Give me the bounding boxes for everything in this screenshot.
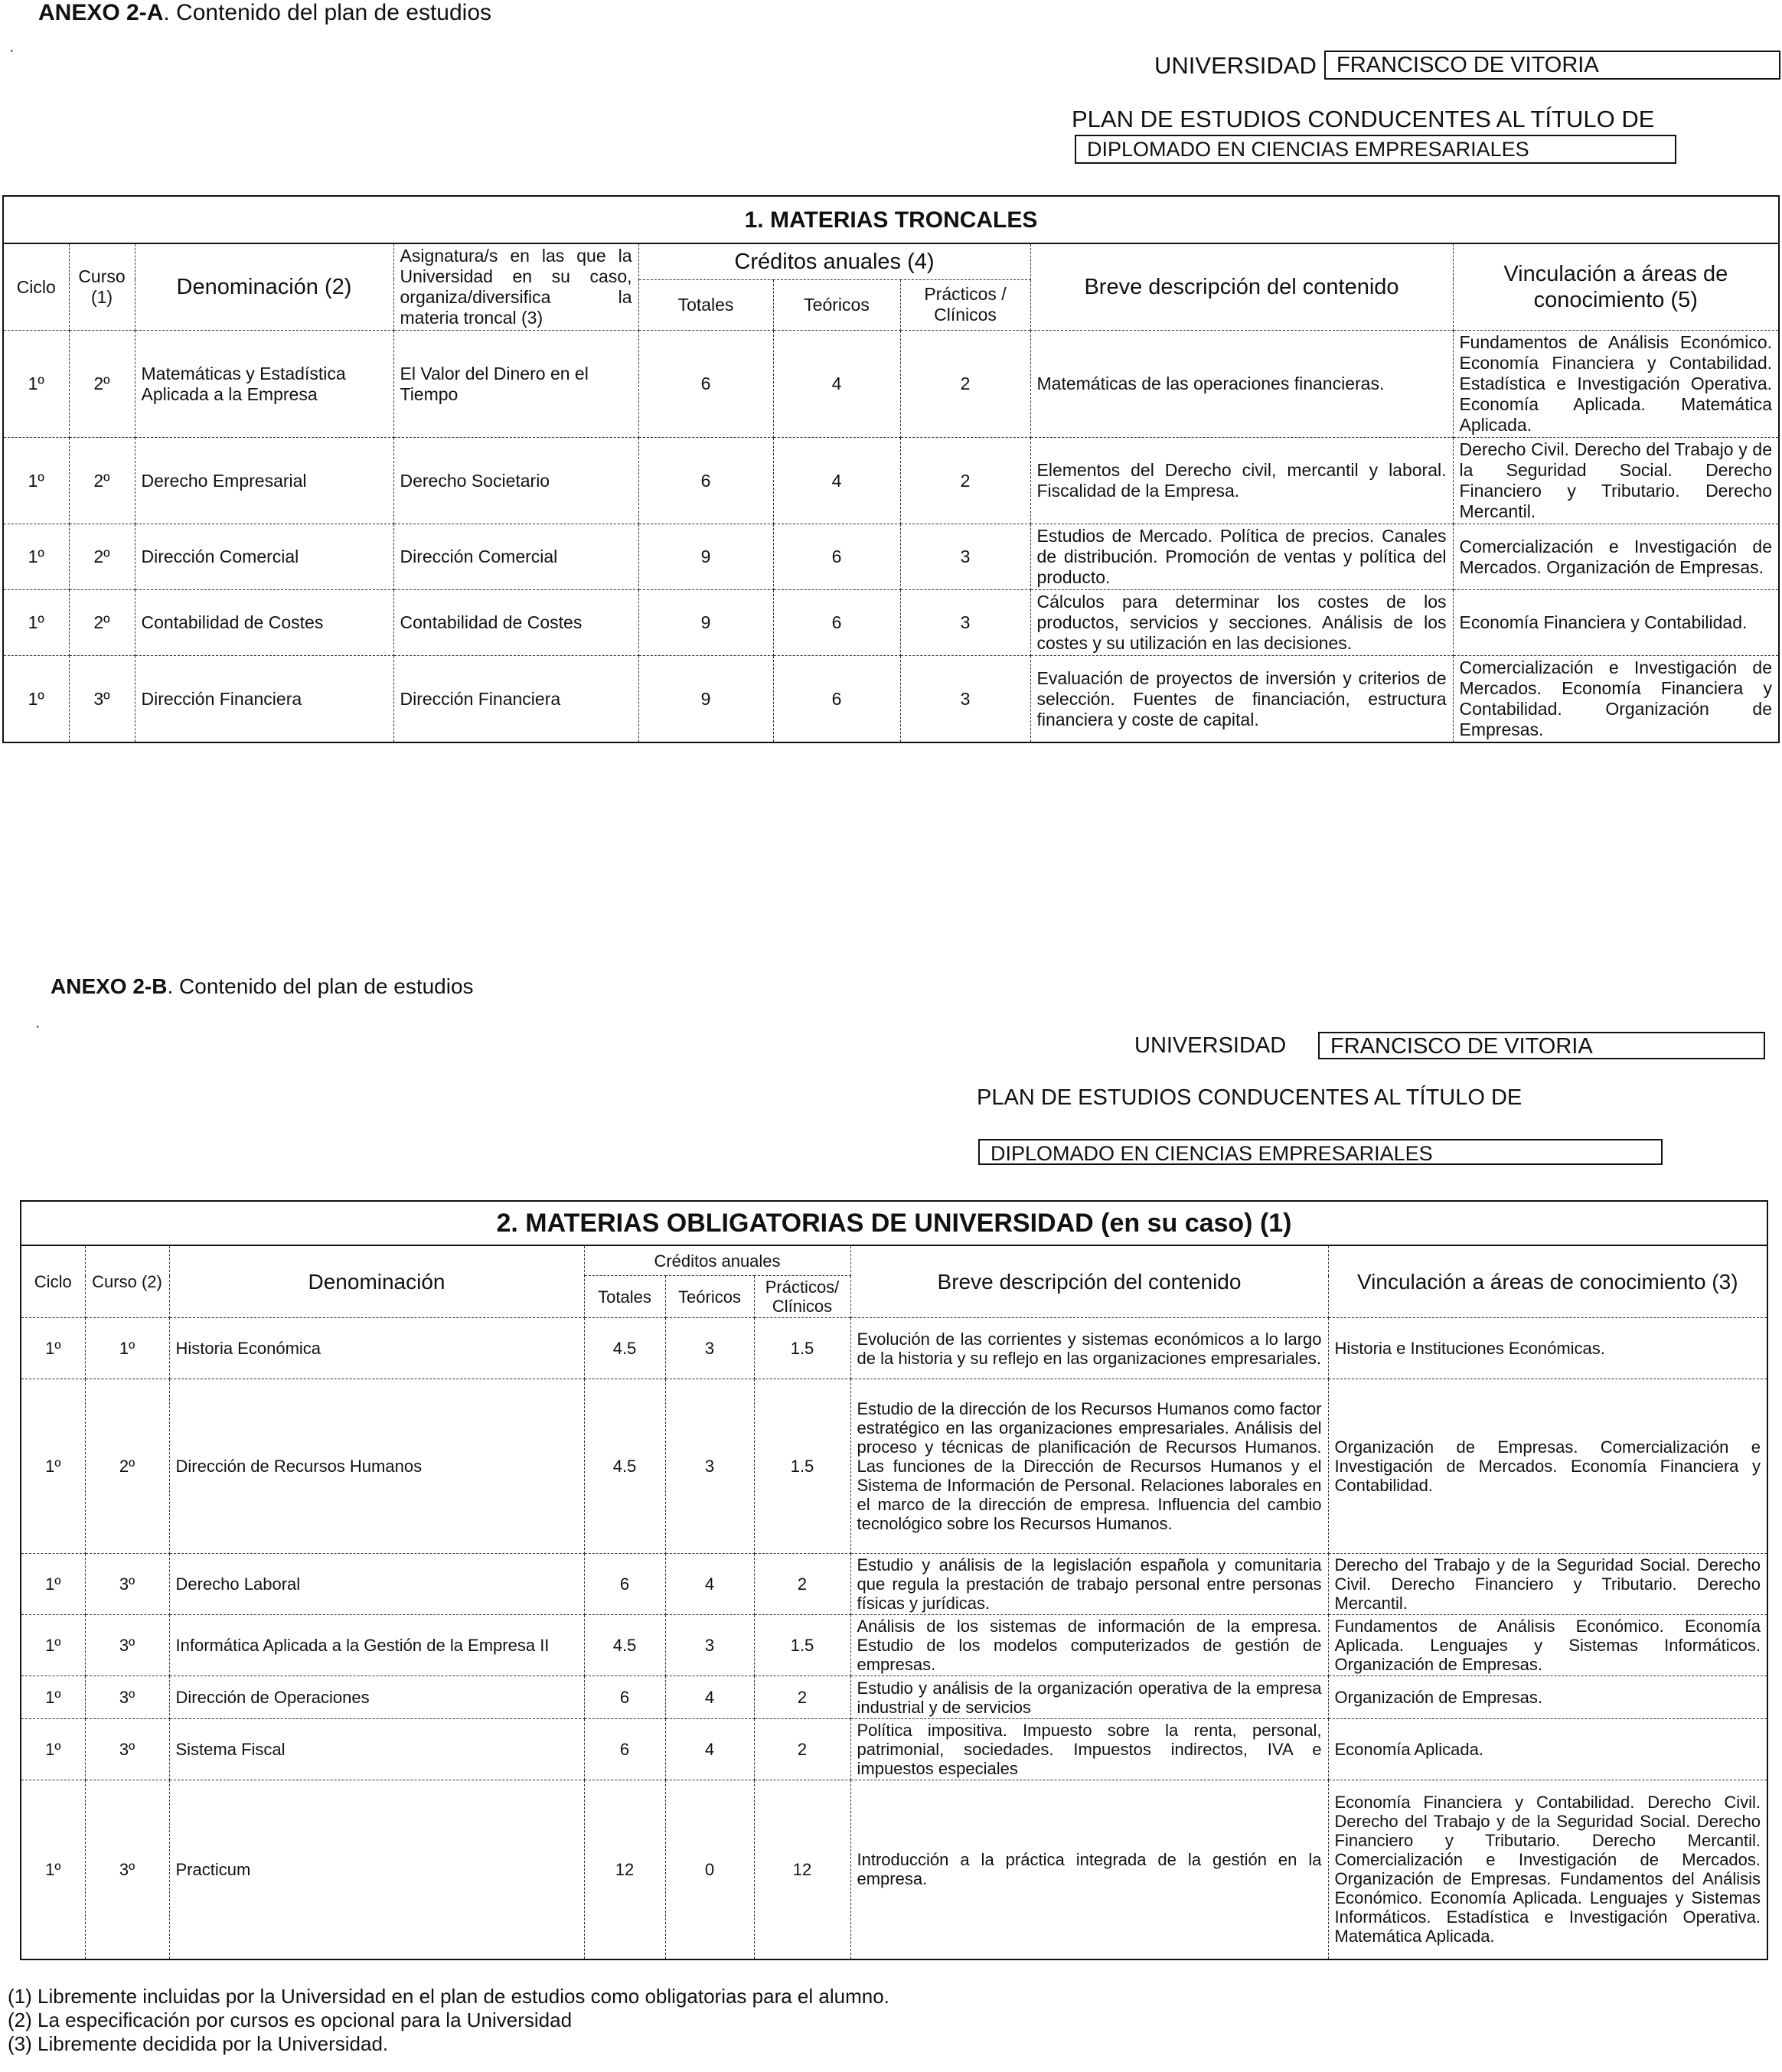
cell-teoricos: 6 xyxy=(773,524,900,590)
cell-asignatura: Dirección Financiera xyxy=(393,656,638,743)
cell-practicos: 1.5 xyxy=(754,1318,850,1379)
cell-curso: 2º xyxy=(69,590,135,656)
section-row-b xyxy=(21,1201,1767,1245)
header-practicos: Prácticos / Clínicos xyxy=(900,279,1030,330)
cell-totales: 6 xyxy=(638,331,773,438)
table-row xyxy=(21,1554,1767,1615)
cell-practicos: 3 xyxy=(900,656,1030,743)
cell-descripcion: Estudio y análisis de la legislación española y comunitaria que regula la prestación de trabajo personal entre personas físicas y jurídicas. xyxy=(850,1554,1328,1615)
cell-curso: 2º xyxy=(69,331,135,438)
table-row xyxy=(21,1780,1767,1959)
cell-ciclo: 1º xyxy=(21,1780,85,1959)
cell-totales: 6 xyxy=(638,438,773,524)
cell-vinculacion: Derecho Civil. Derecho del Trabajo y de la Seguridad Social. Derecho Financiero y Tributario. Derecho Mercantil. xyxy=(1453,438,1779,524)
footnote-1: (1) Libremente incluidas por la Universidad en el plan de estudios como obligatorias para el alumno. xyxy=(8,1985,889,2008)
footnote-3: (3) Libremente decidida por la Universidad. xyxy=(8,2032,389,2055)
section-row xyxy=(3,196,1779,243)
cell-teoricos: 3 xyxy=(665,1379,754,1554)
cell-asignatura: Dirección Comercial xyxy=(393,524,638,590)
cell-descripcion: Política impositiva. Impuesto sobre la renta, personal, patrimonial, sociedades. Impuestos indirectos, IVA e impuestos especiales xyxy=(850,1719,1328,1780)
university-label-b: UNIVERSIDAD xyxy=(1134,1033,1287,1058)
cell-practicos: 1.5 xyxy=(754,1615,850,1676)
cell-curso: 3º xyxy=(69,656,135,743)
header-teoricos-b: Teóricos xyxy=(665,1276,754,1318)
cell-descripcion: Matemáticas de las operaciones financieras. xyxy=(1030,331,1453,438)
cell-denominacion: Derecho Laboral xyxy=(169,1554,584,1615)
cell-totales: 12 xyxy=(584,1780,665,1959)
cell-teoricos: 4 xyxy=(773,331,900,438)
cell-ciclo: 1º xyxy=(3,331,69,438)
cell-practicos: 3 xyxy=(900,524,1030,590)
cell-curso: 3º xyxy=(85,1554,169,1615)
cell-vinculacion: Fundamentos de Análisis Económico. Economía Financiera y Contabilidad. Estadística e Investigación Operativa. Economía Aplicada. Matemática Aplicada. xyxy=(1453,331,1779,438)
table-row xyxy=(3,524,1779,590)
header-descripcion: Breve descripción del contenido xyxy=(1030,243,1453,331)
cell-descripcion: Estudios de Mercado. Política de precios. Canales de distribución. Promoción de ventas y política del producto. xyxy=(1030,524,1453,590)
cell-totales: 4.5 xyxy=(584,1379,665,1554)
mark: · xyxy=(35,1018,41,1035)
cell-teoricos: 4 xyxy=(665,1554,754,1615)
cell-descripcion: Evolución de las corrientes y sistemas económicos a lo largo de la historia y su reflejo en las organizaciones empresariales. xyxy=(850,1318,1328,1379)
cell-ciclo: 1º xyxy=(21,1379,85,1554)
table-row xyxy=(3,438,1779,524)
table-row xyxy=(21,1719,1767,1780)
mark: · xyxy=(9,42,15,59)
cell-curso: 3º xyxy=(85,1676,169,1719)
table-row xyxy=(21,1615,1767,1676)
cell-denominacion: Historia Económica xyxy=(169,1318,584,1379)
cell-curso: 3º xyxy=(85,1780,169,1959)
cell-denominacion: Dirección de Recursos Humanos xyxy=(169,1379,584,1554)
header-ciclo-b: Ciclo xyxy=(21,1245,85,1318)
header-vinculacion: Vinculación a áreas de conocimiento (5) xyxy=(1453,243,1779,331)
cell-totales: 4.5 xyxy=(584,1318,665,1379)
footnote-2: (2) La especificación por cursos es opcional para la Universidad xyxy=(8,2008,573,2031)
annex-b-title: ANEXO 2-B. Contenido del plan de estudios xyxy=(51,974,474,998)
cell-curso: 3º xyxy=(85,1615,169,1676)
cell-totales: 6 xyxy=(584,1719,665,1780)
cell-teoricos: 4 xyxy=(773,438,900,524)
table-row xyxy=(3,331,1779,438)
table-row xyxy=(21,1379,1767,1554)
cell-teoricos: 3 xyxy=(665,1318,754,1379)
table-row xyxy=(3,590,1779,656)
header-practicos-b: Prácticos/ Clínicos xyxy=(754,1276,850,1318)
cell-teoricos: 6 xyxy=(773,590,900,656)
cell-descripcion: Elementos del Derecho civil, mercantil y laboral. Fiscalidad de la Empresa. xyxy=(1030,438,1453,524)
cell-denominacion: Dirección de Operaciones xyxy=(169,1676,584,1719)
header-row-b xyxy=(21,1245,1767,1276)
cell-vinculacion: Derecho del Trabajo y de la Seguridad Social. Derecho Civil. Derecho Financiero y Tributario. Derecho Mercantil. xyxy=(1328,1554,1767,1615)
cell-vinculacion: Organización de Empresas. Comercialización e Investigación de Mercados. Economía Financiera y Contabilidad. xyxy=(1328,1379,1767,1554)
obligatorias-table xyxy=(20,1200,1768,1960)
section-title-b: 2. MATERIAS OBLIGATORIAS DE UNIVERSIDAD (en su caso) (1) xyxy=(21,1201,1767,1245)
troncales-body xyxy=(3,331,1779,743)
cell-curso: 3º xyxy=(85,1719,169,1780)
cell-teoricos: 4 xyxy=(665,1719,754,1780)
cell-ciclo: 1º xyxy=(21,1554,85,1615)
cell-asignatura: El Valor del Dinero en el Tiempo xyxy=(393,331,638,438)
cell-totales: 9 xyxy=(638,524,773,590)
degree-field: DIPLOMADO EN CIENCIAS EMPRESARIALES xyxy=(1075,135,1676,164)
table-row xyxy=(3,656,1779,743)
header-vinculacion-b: Vinculación a áreas de conocimiento (3) xyxy=(1328,1245,1767,1318)
cell-descripcion: Evaluación de proyectos de inversión y criterios de selección. Fuentes de financiación, estructura financiera y coste de capital. xyxy=(1030,656,1453,743)
cell-curso: 2º xyxy=(69,438,135,524)
table-row xyxy=(21,1318,1767,1379)
cell-ciclo: 1º xyxy=(21,1676,85,1719)
cell-denominacion: Dirección Financiera xyxy=(135,656,393,743)
cell-denominacion: Matemáticas y Estadística Aplicada a la Empresa xyxy=(135,331,393,438)
cell-curso: 2º xyxy=(85,1379,169,1554)
cell-totales: 9 xyxy=(638,590,773,656)
cell-practicos: 2 xyxy=(900,438,1030,524)
cell-denominacion: Derecho Empresarial xyxy=(135,438,393,524)
cell-teoricos: 4 xyxy=(665,1676,754,1719)
cell-ciclo: 1º xyxy=(3,656,69,743)
annex-a-title: ANEXO 2-A. Contenido del plan de estudios xyxy=(38,0,492,25)
cell-totales: 6 xyxy=(584,1676,665,1719)
header-curso-b: Curso (2) xyxy=(85,1245,169,1318)
cell-practicos: 12 xyxy=(754,1780,850,1959)
cell-denominacion: Sistema Fiscal xyxy=(169,1719,584,1780)
header-totales: Totales xyxy=(638,279,773,330)
cell-vinculacion: Fundamentos de Análisis Económico. Economía Aplicada. Lenguajes y Sistemas Informáticos. Organización de Empresas. xyxy=(1328,1615,1767,1676)
header-row xyxy=(3,243,1779,279)
cell-ciclo: 1º xyxy=(3,524,69,590)
cell-practicos: 2 xyxy=(754,1554,850,1615)
cell-ciclo: 1º xyxy=(21,1318,85,1379)
header-denominacion: Denominación (2) xyxy=(135,243,393,331)
degree-field-b: DIPLOMADO EN CIENCIAS EMPRESARIALES xyxy=(978,1139,1663,1165)
cell-vinculacion: Economía Financiera y Contabilidad. xyxy=(1453,590,1779,656)
cell-practicos: 2 xyxy=(900,331,1030,438)
cell-totales: 6 xyxy=(584,1554,665,1615)
header-denominacion-b: Denominación xyxy=(169,1245,584,1318)
cell-vinculacion: Economía Aplicada. xyxy=(1328,1719,1767,1780)
cell-curso: 2º xyxy=(69,524,135,590)
table-row xyxy=(21,1676,1767,1719)
cell-ciclo: 1º xyxy=(21,1719,85,1780)
cell-descripcion: Estudio de la dirección de los Recursos Humanos como factor estratégico en las organizaciones empresariales. Análisis del proceso y técnicas de planificación de Recursos Humanos. Las funciones de la Dirección de Recursos Humanos y el Sistema de Información de Personal. Relaciones laborales en el marco de la dirección de empresa. Influencia del cambio tecnológico sobre los Recursos Humanos. xyxy=(850,1379,1328,1554)
cell-denominacion: Informática Aplicada a la Gestión de la Empresa II xyxy=(169,1615,584,1676)
header-teoricos: Teóricos xyxy=(773,279,900,330)
header-creditos: Créditos anuales (4) xyxy=(638,243,1030,279)
cell-ciclo: 1º xyxy=(21,1615,85,1676)
cell-ciclo: 1º xyxy=(3,590,69,656)
header-curso: Curso (1) xyxy=(69,243,135,331)
plan-label: PLAN DE ESTUDIOS CONDUCENTES AL TÍTULO DE xyxy=(1072,106,1655,132)
cell-denominacion: Practicum xyxy=(169,1780,584,1959)
cell-descripcion: Estudio y análisis de la organización operativa de la empresa industrial y de servicios xyxy=(850,1676,1328,1719)
cell-curso: 1º xyxy=(85,1318,169,1379)
troncales-table xyxy=(2,195,1780,743)
header-creditos-b: Créditos anuales xyxy=(584,1245,850,1276)
header-descripcion-b: Breve descripción del contenido xyxy=(850,1245,1328,1318)
cell-vinculacion: Comercialización e Investigación de Mercados. Organización de Empresas. xyxy=(1453,524,1779,590)
cell-teoricos: 0 xyxy=(665,1780,754,1959)
cell-totales: 9 xyxy=(638,656,773,743)
cell-practicos: 2 xyxy=(754,1719,850,1780)
footnotes xyxy=(8,1985,889,2056)
university-label: UNIVERSIDAD xyxy=(1154,52,1317,79)
cell-vinculacion: Comercialización e Investigación de Mercados. Economía Financiera y Contabilidad. Organización de Empresas. xyxy=(1453,656,1779,743)
cell-practicos: 1.5 xyxy=(754,1379,850,1554)
header-ciclo: Ciclo xyxy=(3,243,69,331)
cell-vinculacion: Economía Financiera y Contabilidad. Derecho Civil. Derecho del Trabajo y de la Seguridad Social. Derecho Financiero y Tributario. Derecho Mercantil. Comercialización e Investigación de Mercados. Organización de Empresas. Fundamentos del Análisis Económico. Economía Aplicada. Lenguajes y Sistemas Informáticos. Estadística e Investigación Operativa. Matemática Aplicada. xyxy=(1328,1780,1767,1959)
header-asignatura: Asignatura/s en las que la Universidad en su caso, organiza/diversifica la materia troncal (3) xyxy=(393,243,638,331)
cell-asignatura: Contabilidad de Costes xyxy=(393,590,638,656)
cell-practicos: 2 xyxy=(754,1676,850,1719)
cell-totales: 4.5 xyxy=(584,1615,665,1676)
obligatorias-body xyxy=(21,1318,1767,1959)
cell-asignatura: Derecho Societario xyxy=(393,438,638,524)
cell-descripcion: Introducción a la práctica integrada de la gestión en la empresa. xyxy=(850,1780,1328,1959)
cell-vinculacion: Historia e Instituciones Económicas. xyxy=(1328,1318,1767,1379)
header-totales-b: Totales xyxy=(584,1276,665,1318)
cell-practicos: 3 xyxy=(900,590,1030,656)
section-title: 1. MATERIAS TRONCALES xyxy=(3,196,1779,243)
plan-label-b: PLAN DE ESTUDIOS CONDUCENTES AL TÍTULO DE xyxy=(977,1085,1523,1110)
cell-denominacion: Contabilidad de Costes xyxy=(135,590,393,656)
cell-teoricos: 6 xyxy=(773,656,900,743)
university-field: FRANCISCO DE VITORIA xyxy=(1324,51,1780,80)
university-field-b: FRANCISCO DE VITORIA xyxy=(1318,1032,1765,1059)
cell-descripcion: Análisis de los sistemas de información de la empresa. Estudio de los modelos computerizados de gestión de empresas. xyxy=(850,1615,1328,1676)
cell-teoricos: 3 xyxy=(665,1615,754,1676)
cell-denominacion: Dirección Comercial xyxy=(135,524,393,590)
cell-vinculacion: Organización de Empresas. xyxy=(1328,1676,1767,1719)
cell-ciclo: 1º xyxy=(3,438,69,524)
cell-descripcion: Cálculos para determinar los costes de los productos, servicios y secciones. Análisis de los costes y su utilización en las decisiones. xyxy=(1030,590,1453,656)
